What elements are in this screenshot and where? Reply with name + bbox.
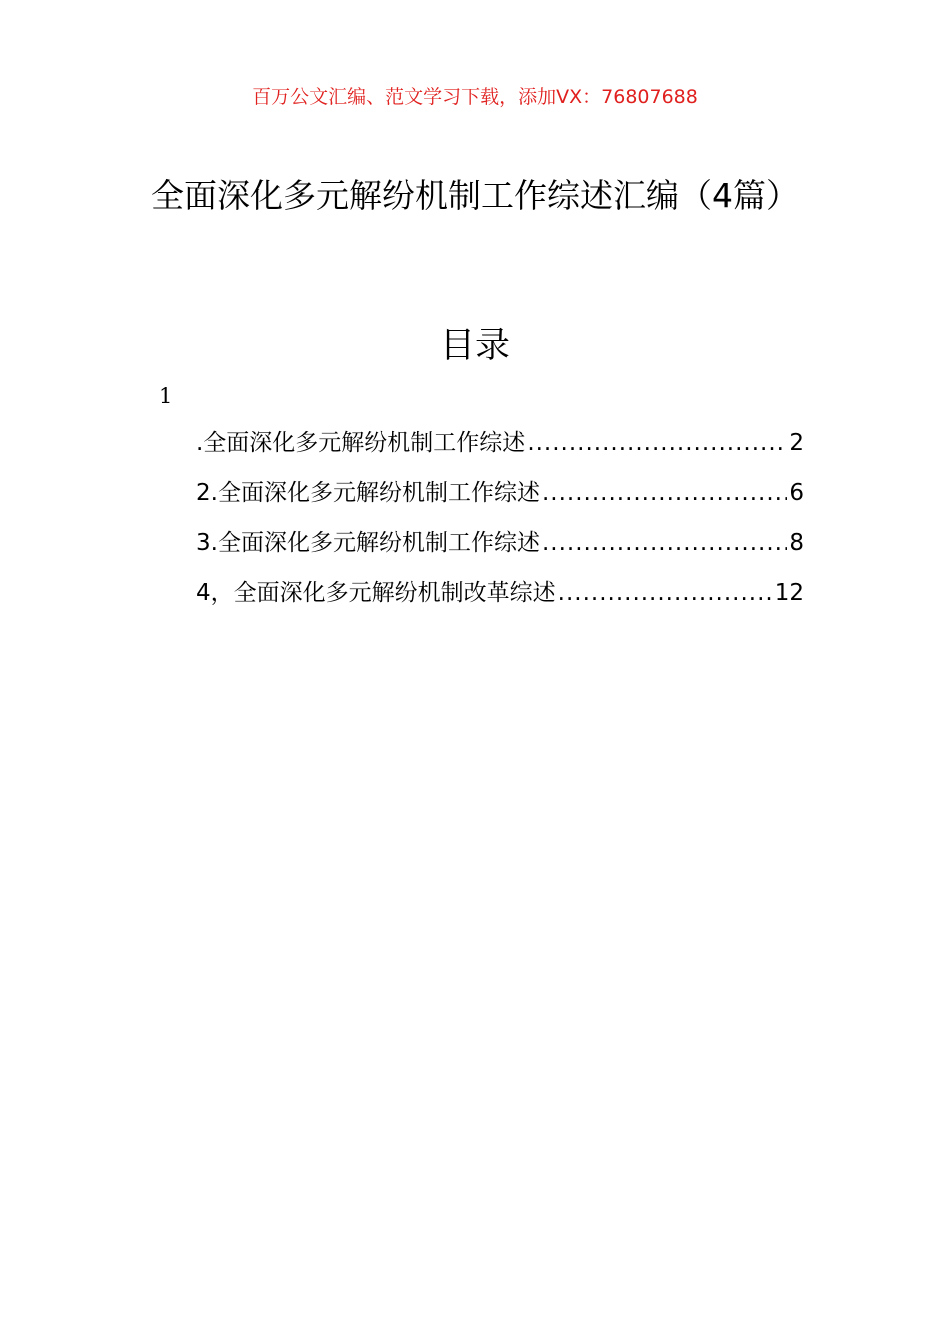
toc-dot-leader [558, 575, 773, 611]
toc-entry-page: 2 [789, 430, 804, 456]
document-title: 全面深化多元解纷机制工作综述汇编（4篇） [151, 176, 799, 215]
toc-entry[interactable] [196, 525, 804, 575]
toc-entry-title: 3.全面深化多元解纷机制工作综述 [196, 530, 540, 556]
toc-entry-title: 2.全面深化多元解纷机制工作综述 [196, 480, 540, 506]
toc-heading: 目录 [439, 326, 510, 366]
toc-entry[interactable] [196, 575, 804, 625]
stray-number: 1 [159, 384, 173, 408]
toc-entry-page: 12 [774, 580, 804, 606]
toc-dot-leader [542, 475, 787, 511]
toc-entry[interactable] [196, 425, 804, 475]
toc-entry-page: 6 [789, 480, 804, 506]
toc-entry-title: 4，全面深化多元解纷机制改革综述 [196, 580, 556, 606]
header-note: 百万公文汇编、范文学习下载，添加VX：76807688 [252, 86, 698, 108]
toc-dot-leader [527, 425, 787, 461]
toc-entry[interactable] [196, 475, 804, 525]
toc-entry-page: 8 [789, 530, 804, 556]
toc-entry-title: .全面深化多元解纷机制工作综述 [196, 430, 526, 456]
toc-dot-leader [542, 525, 787, 561]
table-of-contents [196, 425, 804, 625]
